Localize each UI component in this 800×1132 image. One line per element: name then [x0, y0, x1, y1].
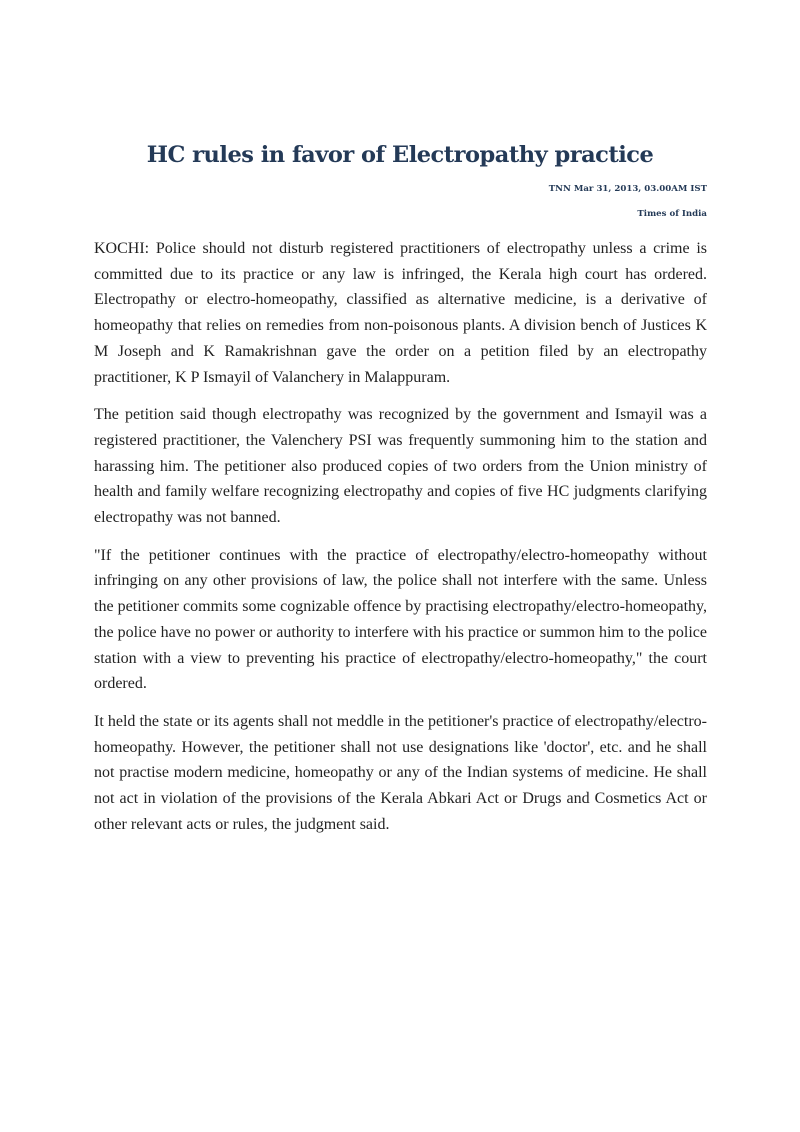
article-paragraph: It held the state or its agents shall not meddle in the petitioner's practice of electropathy/electro-homeopathy. However, the petitioner shall not use designations like 'doctor', etc. and he shall not practise modern medicine, homeopathy or any of the Indian systems of medicine. He shall not act in violation of the provisions of the Kerala Abkari Act or Drugs and Cosmetics Act or other relevant acts or rules, the judgment said. [94, 712, 707, 833]
article-paragraph: The petition said though electropathy was recognized by the government and Ismayil was a registered practitioner, the Valenchery PSI was frequently summoning him to the station and harassing him. The petitioner also produced copies of two orders from the Union ministry of health and family welfare recognizing electropathy and copies of five HC judgments clarifying electropathy was not banned. [94, 406, 707, 527]
article-body [94, 236, 707, 849]
article-paragraph: KOCHI: Police should not disturb registered practitioners of electropathy unless a crime is committed due to its practice or any law is infringed, the Kerala high court has ordered. Electropathy or electro-homeopathy, classified as alternative medicine, is a derivative of homeopathy that relies on remedies from non-poisonous plants. A division bench of Justices K M Joseph and K Ramakrishnan gave the order on a petition filed by an electropathy practitioner, K P Ismayil of Valanchery in Malappuram. [94, 240, 707, 386]
article-dateline: TNN Mar 31, 2013, 03.00AM IST [548, 184, 707, 194]
article-paragraph: "If the petitioner continues with the practice of electropathy/electro-homeopathy without infringing on any other provisions of law, the police shall not interfere with the same. Unless the petitioner commits some cognizable offence by practising electropathy/electro-homeopathy, the police have no power or authority to interfere with his practice or summon him to the police station with a view to preventing his practice of electropathy/electro-homeopathy," the court ordered. [94, 546, 707, 693]
article-source: Times of India [637, 209, 707, 219]
article-title: HC rules in favor of Electropathy practice [146, 142, 654, 168]
